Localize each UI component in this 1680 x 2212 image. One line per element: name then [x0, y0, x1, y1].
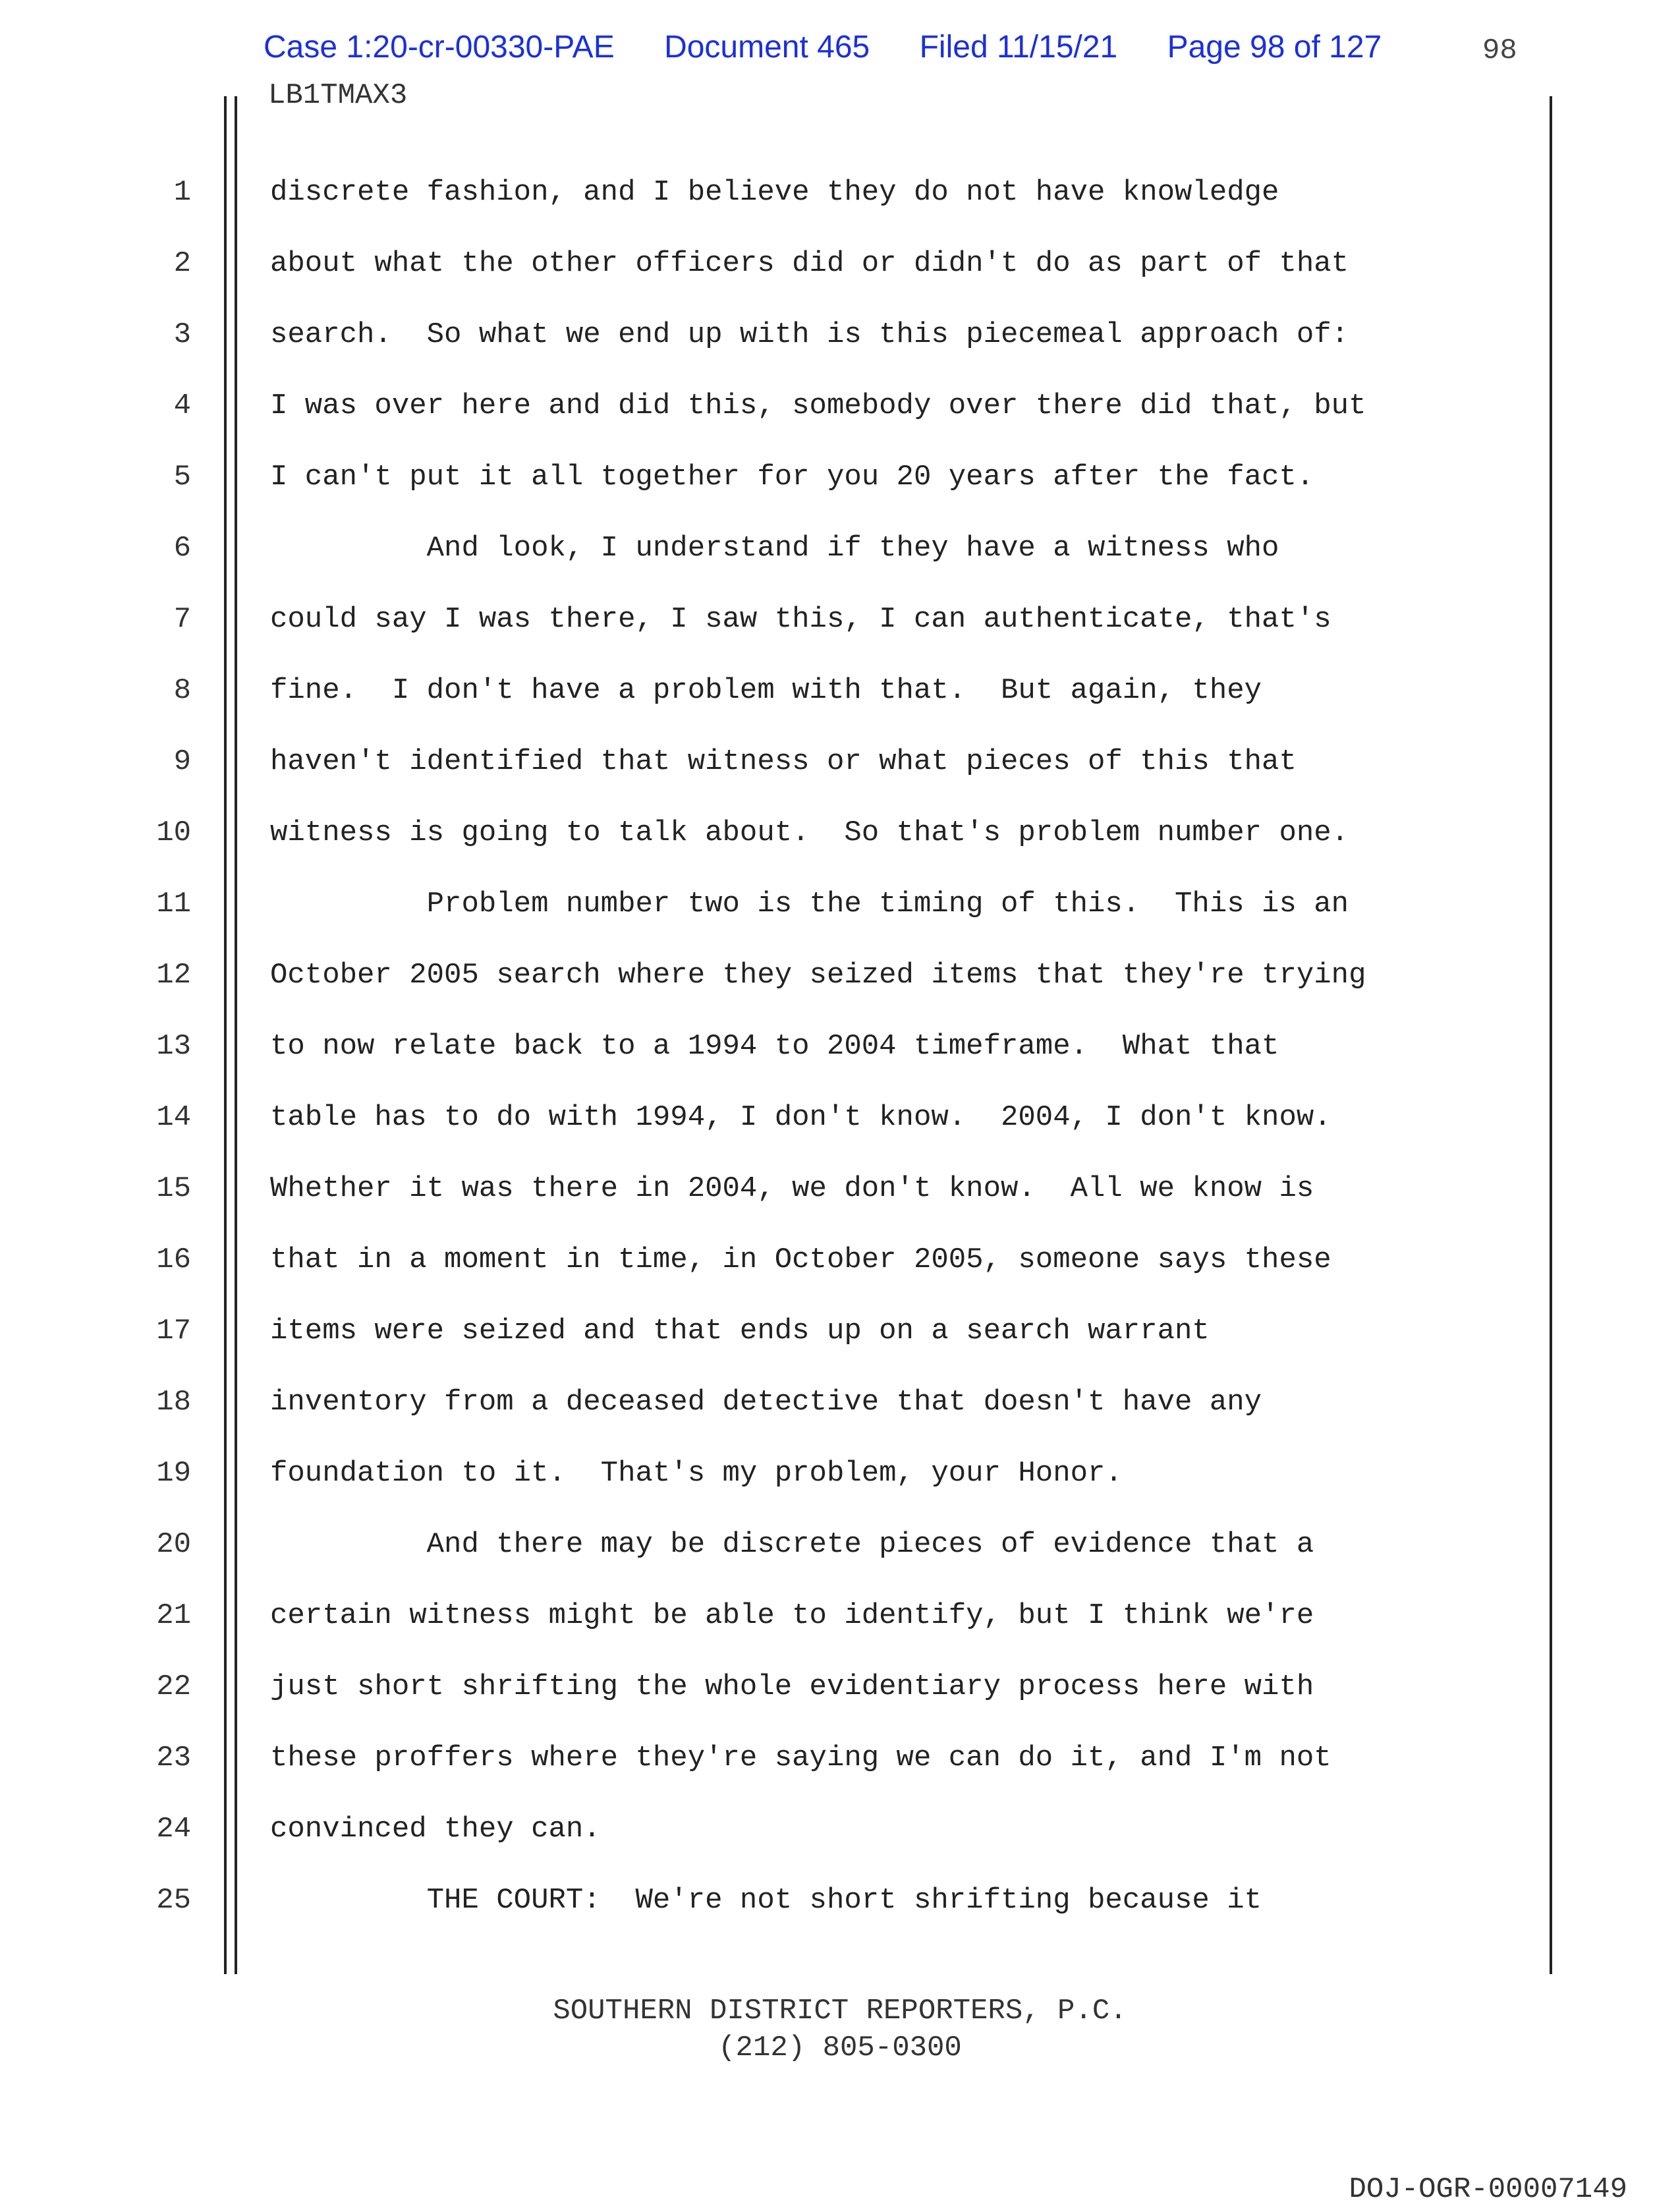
line-number: 23: [156, 1742, 191, 1774]
transcript-line: that in a moment in time, in October 2005, someone says these: [270, 1243, 1331, 1276]
line-number: 14: [156, 1101, 191, 1134]
case-code: LB1TMAX3: [268, 79, 408, 112]
transcript-line: THE COURT: We're not short shrifting because it: [270, 1884, 1262, 1917]
line-number: 17: [156, 1315, 191, 1347]
transcript-line: haven't identified that witness or what pieces of this that: [270, 745, 1297, 778]
transcript-line: foundation to it. That's my problem, your Honor.: [270, 1457, 1123, 1490]
transcript-line: search. So what we end up with is this piecemeal approach of:: [270, 318, 1349, 351]
case-number: Case 1:20-cr-00330-PAE: [264, 30, 615, 65]
line-number: 20: [156, 1528, 191, 1561]
transcript-line: about what the other officers did or didn't do as part of that: [270, 247, 1349, 280]
transcript-line: October 2005 search where they seized items that they're trying: [270, 959, 1366, 992]
transcript-body: [270, 173, 1548, 1952]
line-number: 7: [173, 603, 191, 636]
transcript-line: I can't put it all together for you 20 years after the fact.: [270, 461, 1314, 494]
line-number: 15: [156, 1172, 191, 1205]
line-number: 2: [173, 247, 191, 280]
line-number: 13: [156, 1030, 191, 1063]
line-number: 19: [156, 1457, 191, 1490]
transcript-line: convinced they can.: [270, 1813, 601, 1846]
transcript-page-number: 98: [1482, 34, 1517, 67]
line-number: 24: [156, 1813, 191, 1846]
transcript-line: Whether it was there in 2004, we don't know. All we know is: [270, 1172, 1314, 1205]
line-number: 4: [173, 389, 191, 422]
transcript-line: certain witness might be able to identify, but I think we're: [270, 1599, 1314, 1632]
line-number: 22: [156, 1670, 191, 1703]
transcript-line: And there may be discrete pieces of evidence that a: [270, 1528, 1314, 1561]
case-header: [264, 29, 1422, 65]
transcript-line: fine. I don't have a problem with that. But again, they: [270, 674, 1262, 707]
line-number: 25: [156, 1884, 191, 1917]
line-number: 1: [173, 176, 191, 209]
line-number: 18: [156, 1386, 191, 1419]
line-number: 8: [173, 674, 191, 707]
document-number: Document 465: [664, 30, 870, 65]
line-number: 12: [156, 959, 191, 992]
filed-date: Filed 11/15/21: [919, 30, 1118, 65]
transcript-line: to now relate back to a 1994 to 2004 timeframe. What that: [270, 1030, 1279, 1063]
line-number: 9: [173, 745, 191, 778]
transcript-line: these proffers where they're saying we can do it, and I'm not: [270, 1742, 1331, 1774]
line-number: 10: [156, 816, 191, 849]
page-of-total: Page 98 of 127: [1167, 30, 1382, 65]
transcript-line: witness is going to talk about. So that's problem number one.: [270, 816, 1349, 849]
right-margin-rule: [1550, 96, 1552, 1974]
transcript-line: just short shrifting the whole evidentiary process here with: [270, 1670, 1314, 1703]
transcript-line: table has to do with 1994, I don't know. 2004, I don't know.: [270, 1101, 1331, 1134]
line-number: 21: [156, 1599, 191, 1632]
line-number: 3: [173, 318, 191, 351]
transcript-line: inventory from a deceased detective that doesn't have any: [270, 1386, 1262, 1419]
line-number: 16: [156, 1243, 191, 1276]
line-numbers: [132, 173, 191, 1952]
page-footer: [0, 1993, 1680, 2066]
reporter-phone: (212) 805-0300: [718, 2031, 962, 2064]
transcript-line: I was over here and did this, somebody over there did that, but: [270, 389, 1366, 422]
left-margin-rule: [224, 96, 227, 1974]
left-margin-rule-inner: [235, 96, 237, 1974]
line-number: 5: [173, 461, 191, 494]
transcript-line: discrete fashion, and I believe they do not have knowledge: [270, 176, 1279, 209]
transcript-line: items were seized and that ends up on a search warrant: [270, 1315, 1210, 1347]
bates-number: DOJ-OGR-00007149: [1349, 2173, 1627, 2206]
transcript-line: could say I was there, I saw this, I can authenticate, that's: [270, 603, 1331, 636]
line-number: 11: [156, 888, 191, 921]
transcript-line: And look, I understand if they have a witness who: [270, 532, 1279, 565]
transcript-line: Problem number two is the timing of this. This is an: [270, 888, 1349, 921]
reporter-name: SOUTHERN DISTRICT REPORTERS, P.C.: [553, 1995, 1127, 2028]
line-number: 6: [173, 532, 191, 565]
